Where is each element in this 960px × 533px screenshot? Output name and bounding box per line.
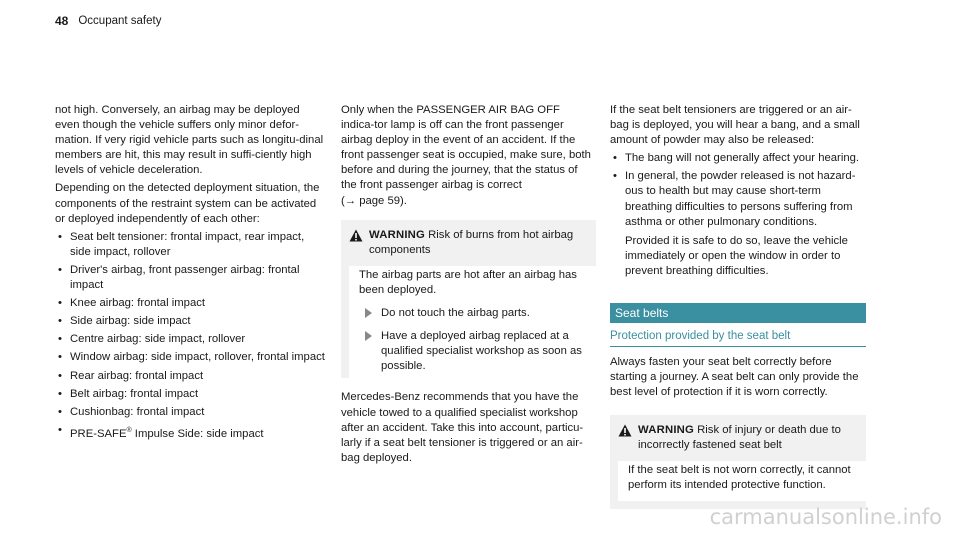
warning-body: If the seat belt is not worn correctly, it cannot perform its intended protective function.: [618, 461, 866, 501]
paragraph: not high. Conversely, an airbag may be deployed even though the vehicle suffers only minor defor-mation. If very rigid vehicle parts such as longitu-dinal members are hit, this may result in suffi-ciently high levels of vehicle deceleration.: [55, 104, 324, 177]
paragraph: Depending on the detected deployment situation, the components of the restraint system can be activated or deployed independently of each other:: [55, 182, 320, 225]
instruction-step: Have a deployed airbag replaced at a qualified specialist workshop as soon as possible.: [359, 329, 590, 374]
list-item: • Seat belt tensioner: frontal impact, rear impact, side impact, rollover: [55, 230, 325, 260]
column-3: [610, 103, 866, 509]
warning-label: WARNING: [638, 423, 694, 436]
list-item: • Knee airbag: frontal impact: [55, 296, 325, 311]
warning-body: The airbag parts are hot after an airbag has been deployed. Do not touch the airbag parts. Have a deployed airbag replaced at a qualified specialist workshop as soon as possible.: [349, 266, 596, 379]
warning-header: [349, 228, 588, 258]
page-header: [55, 14, 161, 28]
list-item: • Window airbag: side impact, rollover, frontal impact: [55, 350, 325, 365]
list-item: • Centre airbag: side impact, rollover: [55, 332, 325, 347]
list-item: • Belt airbag: frontal impact: [55, 387, 325, 402]
warning-title: Risk of injury or death due to incorrectly fastened seat belt: [638, 423, 841, 451]
column-1: [55, 103, 325, 445]
list-item: • Cushionbag: frontal impact: [55, 405, 325, 420]
paragraph: Mercedes-Benz recommends that you have the vehicle towed to a qualified specialist workshop after an accident. Take this into account, particu-larly if a seat belt tensioner is triggered or an air-bag deployed.: [341, 391, 584, 464]
warning-header: [618, 423, 858, 453]
list-item: • The bang will not generally affect your hearing.: [610, 151, 866, 166]
list-note: Provided it is safe to do so, leave the vehicle immediately or open the window in order to prevent breathing difficulties.: [625, 234, 848, 277]
warning-box: [341, 220, 596, 379]
column-2: [341, 103, 596, 469]
page-number: 48: [55, 14, 69, 28]
list-item: • PRE-SAFE® Impulse Side: side impact: [55, 423, 325, 442]
instruction-step: Do not touch the airbag parts.: [359, 306, 590, 321]
subsection-title: Protection provided by the seat belt: [610, 329, 866, 347]
warning-box: [610, 415, 866, 509]
section-title: Seat belts: [610, 303, 866, 323]
list-item: • Rear airbag: frontal impact: [55, 369, 325, 384]
deployment-list: [55, 230, 325, 442]
step-arrow-icon: [365, 308, 372, 318]
paragraph: If the seat belt tensioners are triggered or an air-bag is deployed, you will hear a bang, and a small amount of powder may also be released:: [610, 104, 860, 147]
page-reference: (→ page 59).: [341, 194, 407, 207]
list-item: • Driver's airbag, front passenger airbag: frontal impact: [55, 263, 325, 293]
section-name: Occupant safety: [78, 15, 162, 27]
step-arrow-icon: [365, 331, 372, 341]
warning-triangle-icon: [349, 229, 363, 242]
warning-triangle-icon: [618, 424, 632, 437]
list-item: • Side airbag: side impact: [55, 314, 325, 329]
warning-title: Risk of burns from hot airbag components: [369, 228, 574, 256]
bang-list: [610, 151, 866, 279]
list-item: • In general, the powder released is not hazard-ous to health but may cause short-term breathing difficulties to persons suffering from asthma or other pulmonary conditions. Provided it is safe to do so, leave the vehicle immediately or open the window in order to prevent breathing difficulties.: [610, 169, 866, 279]
warning-label: WARNING: [369, 228, 425, 241]
paragraph: Only when the PASSENGER AIR BAG OFF indica-tor lamp is off can the front passenger airbag deploy in the event of an accident. If the front passenger seat is occupied, make sure, both before and during the journey, that the status of the front passenger airbag is correct (→ page 59).: [341, 104, 591, 207]
watermark: carmanualsonline.info: [709, 505, 942, 529]
paragraph: Always fasten your seat belt correctly before starting a journey. A seat belt can only provide the best level of protection if it is worn correctly.: [610, 356, 859, 399]
